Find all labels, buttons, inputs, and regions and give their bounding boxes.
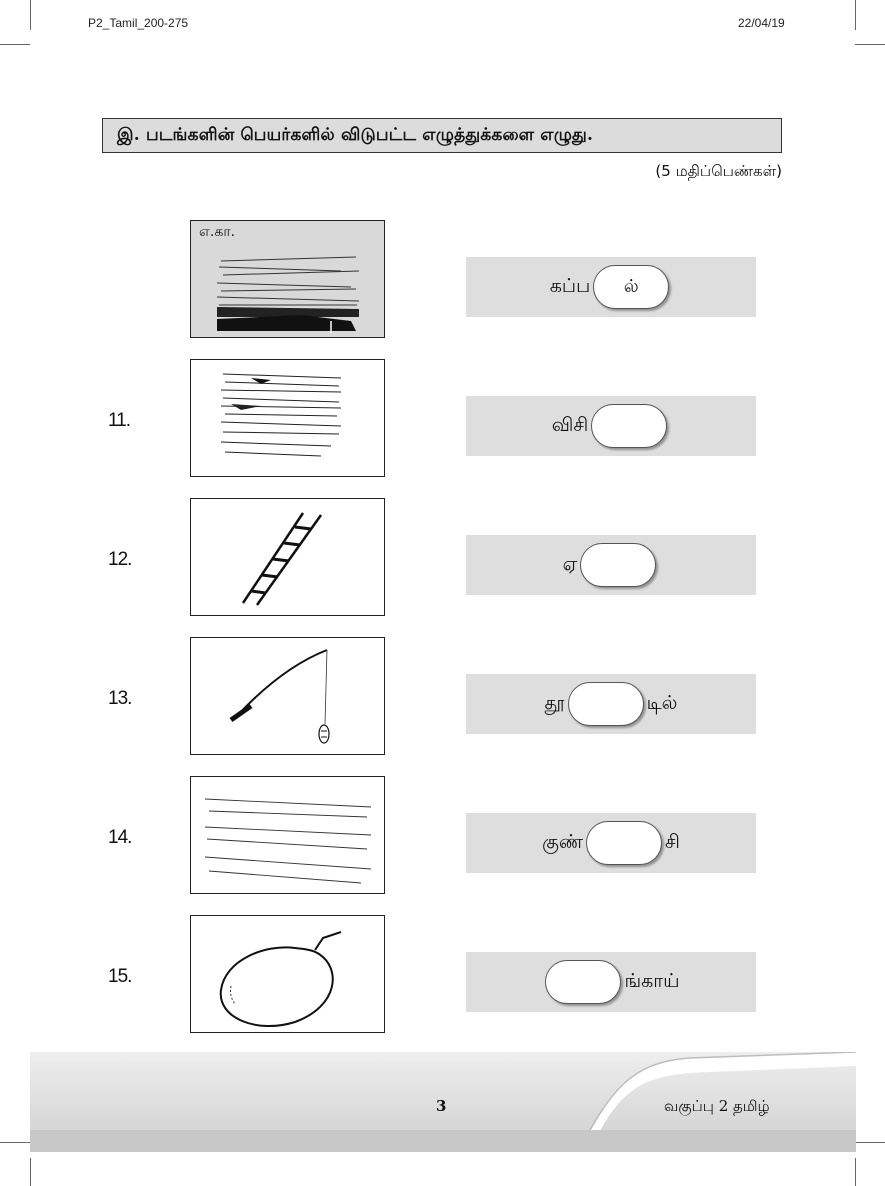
word-suffix: டில் — [646, 691, 678, 714]
question-picture — [190, 915, 385, 1033]
example-label: எ.கா. — [199, 224, 236, 240]
question-picture — [190, 776, 385, 894]
answer-slot[interactable] — [568, 682, 644, 726]
answer-box — [466, 535, 756, 595]
crop-mark — [30, 0, 31, 30]
crop-mark — [855, 1158, 856, 1186]
crop-mark — [30, 1158, 31, 1186]
question-number: 13. — [108, 688, 132, 709]
word-suffix: சி — [665, 830, 680, 853]
crop-mark — [855, 1142, 885, 1143]
crop-mark — [0, 1142, 30, 1143]
question-picture — [190, 498, 385, 616]
fishing-rod-icon — [191, 638, 385, 755]
answer-box — [466, 813, 756, 873]
answer-slot[interactable] — [545, 960, 621, 1004]
section-title: இ. படங்களின் பெயர்களில் விடுபட்ட எழுத்துக்களை எழுது. — [117, 125, 594, 145]
section-title-box — [102, 118, 782, 153]
page-number: 3 — [436, 1097, 447, 1115]
word-suffix: ங்காய் — [624, 969, 680, 992]
question-picture — [190, 359, 385, 477]
question-number: 15. — [108, 966, 132, 987]
example-picture — [190, 220, 385, 338]
question-picture — [190, 637, 385, 755]
crop-mark — [0, 44, 30, 45]
question-number: 12. — [108, 549, 132, 570]
answer-slot[interactable] — [580, 543, 656, 587]
marks-label: (5 மதிப்பெண்கள்) — [655, 162, 782, 180]
file-code: P2_Tamil_200-275 — [88, 16, 189, 30]
ladder-icon — [191, 499, 385, 616]
answer-slot[interactable] — [586, 821, 662, 865]
word-prefix: ஏ — [562, 552, 578, 575]
ship-icon — [191, 221, 385, 338]
print-date: 22/04/19 — [738, 16, 785, 30]
mango-icon — [191, 916, 385, 1033]
answer-box — [466, 952, 756, 1012]
fan-icon — [191, 360, 385, 477]
answer-box — [466, 396, 756, 456]
answer-slot[interactable]: ல் — [593, 265, 669, 309]
question-number: 14. — [108, 827, 132, 848]
footer-subject: வகுப்பு 2 தமிழ் — [664, 1097, 770, 1115]
example-answer-box — [466, 257, 756, 317]
word-prefix: விசி — [551, 413, 589, 436]
answer-slot[interactable] — [591, 404, 667, 448]
question-number: 11. — [108, 410, 131, 431]
word-prefix: தூ — [544, 691, 565, 714]
crop-mark — [855, 44, 885, 45]
answer-box — [466, 674, 756, 734]
word-prefix: கப்ப — [549, 274, 591, 297]
needle-icon — [191, 777, 385, 894]
word-prefix: குண் — [542, 830, 584, 853]
crop-mark — [855, 0, 856, 30]
